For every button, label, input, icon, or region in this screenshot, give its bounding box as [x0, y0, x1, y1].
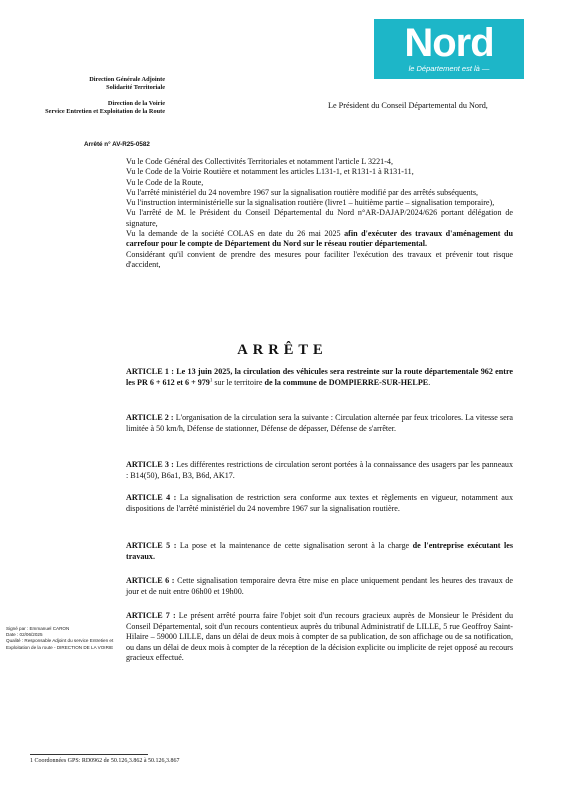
dga-line2: Solidarité Territoriale — [106, 84, 165, 91]
visa-line: Vu le Code Général des Collectivités Territoriales et notamment l'article L 3221-4, — [126, 157, 393, 166]
article-1-territory: sur le territoire — [212, 377, 265, 387]
article-7-text: Le présent arrêté pourra faire l'objet soit d'un recours gracieux auprès de Monsieur le Président du Conseil Départemental, soit d'un recours contentieux auprès du tribunal Administratif de LILLE, 5 rue Geoffroy Saint-Hilaire – 59000 LILLE, dans un délai de deux mois à compter de sa publication, de son affichage ou de sa notification, ou dans un délai de deux mois à compter de la réception de la décision explicite ou implicite de rejet opposé au recours gracieux effectué. — [126, 611, 513, 663]
considerant: Considérant qu'il convient de prendre des mesures pour faciliter l'exécution des travaux et prévenir tout risque d'accident, — [126, 249, 513, 269]
footnote: 1 Coordonnées GPS: RD0962 de 50.126,3.862 à 50.126,3.867 — [30, 758, 180, 764]
article-label: ARTICLE 6 : — [126, 576, 175, 585]
signature-quality: Qualité : Responsable Adjoint du service Entretien et Exploitation de la route - DIRECTION DE LA VOIRIE — [6, 638, 114, 650]
article-1-text: Le 13 juin 2025, la circulation des véhicules sera restreinte sur la route départementale 962 entre les PR 6 + 612 et 6 + 979 — [126, 367, 513, 387]
article-7 — [126, 611, 513, 664]
arrete-number: Arrêté n° AV-R25-0582 — [84, 141, 150, 148]
visa-line: Vu l'instruction interministérielle sur la signalisation routière (livre1 – huitième partie – signalisation temporaire), — [126, 198, 495, 208]
article-1-end: . — [428, 377, 431, 387]
article-label: ARTICLE 4 : — [126, 493, 177, 502]
president-heading: Le Président du Conseil Départemental du Nord, — [328, 101, 488, 110]
article-5-bold: de l'entreprise exécutant les travaux. — [126, 541, 513, 561]
logo-tagline: le Département est là — — [408, 64, 490, 73]
visa-colas-bold: afin d'exécuter des travaux d'aménagement du carrefour pour le compte de Département du Nord sur le réseau routier départemental. — [126, 229, 513, 249]
visa-colas — [126, 229, 513, 250]
visa-line: Vu l'arrêté de M. le Président du Conseil Départemental du Nord n°AR-DAJAP/2024/626 portant délégation de signature, — [126, 208, 513, 228]
logo-word: Nord — [404, 21, 494, 65]
visa-line: Vu le Code de la Route, — [126, 177, 204, 187]
article-1 — [126, 367, 513, 388]
signature-signer: Signé par : Emmanuel CARON — [6, 626, 70, 631]
dv-block — [10, 100, 165, 116]
article-6-text: Cette signalisation temporaire devra être mise en place uniquement pendant les heures des travaux de jour et de nuit entre 06h00 et 19h00. — [126, 576, 513, 596]
signature-block — [6, 626, 116, 651]
dga-block — [10, 76, 165, 92]
article-4-text: La signalisation de restriction sera conforme aux textes et règlements en vigueur, notamment aux dispositions de l'arrêté ministériel du 24 novembre 1967 sur la signalisation routière. — [126, 493, 513, 513]
article-6 — [126, 576, 513, 597]
article-label: ARTICLE 2 : — [126, 413, 174, 422]
signature-date: Date : 02/06/2025 — [6, 632, 43, 638]
article-5-text: La pose et la maintenance de cette signalisation seront à la charge — [176, 541, 413, 550]
visa-colas-text: Vu la demande de la société COLAS en date du 26 mai 2025 — [126, 229, 345, 239]
nord-logo — [374, 19, 524, 79]
article-3 — [126, 460, 513, 481]
article-1-commune: de la commune de DOMPIERRE-SUR-HELPE — [264, 377, 429, 387]
visa-line: Vu l'arrêté ministériel du 24 novembre 1967 sur la signalisation routière modifié par des arrêtés subséquents, — [126, 187, 479, 197]
article-label: ARTICLE 7 : — [126, 611, 176, 620]
article-label: ARTICLE 5 : — [126, 541, 177, 550]
dv-line2: Service Entretien et Exploitation de la Route — [45, 108, 165, 115]
article-2 — [126, 413, 513, 434]
arrete-title: ARRÊTE — [237, 342, 328, 358]
article-label: ARTICLE 3 : — [126, 460, 174, 469]
article-3-text: Les différentes restrictions de circulation seront portées à la connaissance des usagers par les panneaux : B14(50), B6a1, B3, B6d, AK17. — [126, 460, 514, 480]
footnote-ref: 1 — [209, 377, 213, 383]
visas-block — [126, 157, 513, 270]
article-5 — [126, 541, 513, 562]
visa-line: Vu le Code de la Voirie Routière et notamment les articles L131-1, et R131-1 à R131-11, — [126, 167, 414, 177]
article-2-text: L'organisation de la circulation sera la suivante : Circulation alternée par feux tricolores. La vitesse sera limitée à 50 km/h, Défense de stationner, Défense de dépasser, Défense de s'arrêter. — [126, 413, 513, 433]
footnote-separator — [30, 754, 148, 755]
dga-line1: Direction Générale Adjointe — [89, 76, 165, 83]
article-label: ARTICLE 1 : — [126, 367, 174, 376]
dv-line1: Direction de la Voirie — [107, 100, 165, 107]
article-4 — [126, 493, 513, 514]
